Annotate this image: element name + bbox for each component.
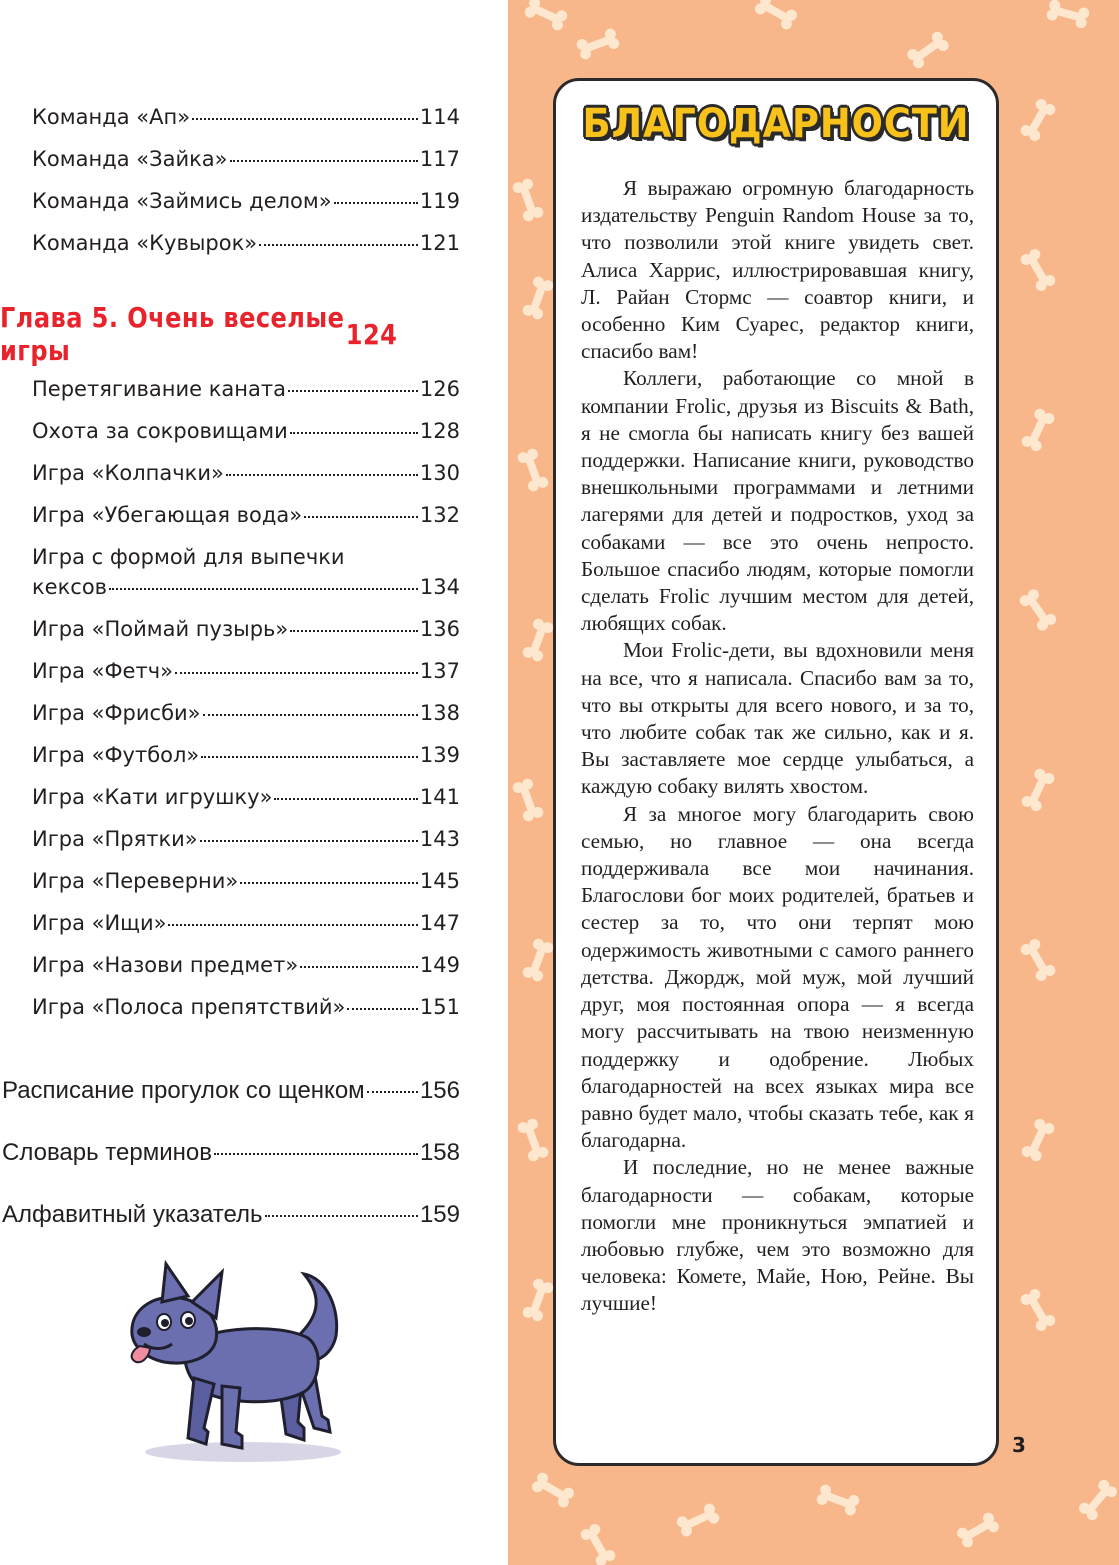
bone-icon (511, 777, 545, 823)
bone-icon (579, 1522, 618, 1565)
toc-entry-page: 159 (419, 1201, 460, 1228)
toc-entry-title: Игра «Назови предмет» (32, 953, 299, 977)
toc-entry-page: 136 (419, 617, 460, 641)
dot-leader (200, 840, 418, 842)
toc-entry-title: Перетягивание каната (32, 377, 286, 401)
paragraph: И последние, но не менее важные благодарности — собакам, которые помогли мне проникнуться эмпатией и любовью глубже, чем это возможно для человека: Комете, Майе, Ною, Рейне. Вы лучшие! (581, 1155, 974, 1316)
dot-leader (259, 244, 418, 246)
paragraph: Я за многое могу благодарить свою семью, но главное — она всегда поддерживала все мои начинания. Благослови бог моих родителей, братьев и сестер за то, что они терпят мою одержимость животными с самого раннего детства. Джордж, мой муж, мой лучший друг, моя постоянная опора — я всегда могу рассчитывать на твою неизменную поддержку и одобрение. Любых благодарностей на всех языках мира все равно будет мало, чтобы сказать тебе, как я благодарна. (581, 801, 974, 1153)
bone-icon (1020, 407, 1056, 453)
chapter-page: 124 (345, 317, 398, 351)
toc-entry-title: Игра «Кати игрушку» (32, 785, 273, 809)
toc-entry-page: 147 (419, 911, 460, 935)
toc-entry[interactable] (32, 952, 460, 978)
dot-leader (265, 1215, 418, 1217)
bone-icon (1077, 1478, 1119, 1523)
bone-icon (905, 30, 951, 71)
bone-icon (521, 1277, 555, 1323)
toc-entry[interactable] (32, 376, 460, 402)
chapter-title: Глава 5. Очень веселые игры (0, 301, 345, 367)
dot-leader (300, 966, 418, 968)
bone-icon (1020, 1117, 1056, 1163)
toc-entry-title: Игра «Колпачки» (32, 461, 224, 485)
bone-icon (521, 275, 555, 321)
bone-icon (521, 937, 555, 983)
bone-icon (955, 1511, 1001, 1550)
dog-front-leg (222, 1386, 242, 1448)
dog-front-leg (188, 1378, 214, 1444)
dog-ear (162, 1264, 188, 1302)
toc-entry-title: Игра «Ищи» (32, 911, 167, 935)
dot-leader (203, 714, 418, 716)
toc-entry[interactable] (32, 868, 460, 894)
dot-leader (214, 1153, 418, 1155)
toc-entry[interactable] (32, 418, 460, 444)
toc-entry-title: Команда «Займись делом» (32, 189, 332, 213)
toc-entry-page: 139 (419, 743, 460, 767)
toc-entry-title: Команда «Ап» (32, 105, 191, 129)
toc-entry-title: Расписание прогулок со щенком (2, 1077, 365, 1104)
bone-icon (1019, 247, 1058, 293)
toc-entry[interactable] (32, 742, 460, 768)
toc-entry-title: Игра «Убегающая вода» (32, 503, 303, 527)
toc-entry-page: 149 (419, 953, 460, 977)
toc-entry-page: 138 (419, 701, 460, 725)
paragraph: Коллеги, работающие со мной в компании Frolic, друзья из Biscuits & Bath, я не смогла бы написать книгу без вашей поддержки. Написание книги, руководство внешкольными программами и летними лагерями для детей и подростков, уход за собаками — все это очень непросто. Большое спасибо людям, которые помогли сделать Frolic лучшим местом для детей, любящих собак. (581, 366, 974, 636)
dot-leader (240, 882, 418, 884)
toc-entry-title: Словарь терминов (2, 1139, 212, 1166)
toc-entry-page: 143 (419, 827, 460, 851)
toc-end-entry[interactable] (2, 1076, 460, 1106)
bone-icon (1019, 937, 1058, 983)
toc-entry[interactable] (32, 700, 460, 726)
toc-entry-title-line1: Игра с формой для выпечки (32, 545, 345, 569)
toc-entry-page: 156 (419, 1077, 460, 1104)
toc-entry-title: Игра «Футбол» (32, 743, 200, 767)
toc-entry[interactable] (32, 146, 460, 172)
toc-entry[interactable] (32, 104, 460, 130)
toc-entry-page: 128 (419, 419, 460, 443)
toc-entry[interactable] (32, 230, 460, 256)
toc-entry-title: Алфавитный указатель (2, 1201, 263, 1228)
dot-leader (334, 202, 418, 204)
toc-entry-page: 130 (419, 461, 460, 485)
bone-icon (675, 1502, 721, 1538)
toc-entry-page: 137 (419, 659, 460, 683)
toc-entry-title: Охота за сокровищами (32, 419, 288, 443)
acknowledgements-card (553, 78, 999, 1466)
bone-icon (753, 0, 799, 31)
acknowledgements-title: БЛАГОДАРНОСТИ (582, 101, 970, 147)
toc-entry-page: 114 (419, 105, 460, 129)
toc-entry-page: 119 (419, 189, 460, 213)
dot-leader (290, 432, 418, 434)
paragraph: Мои Frolic-дети, вы вдохновили меня на все, что я написала. Спасибо вам за то, что вы открыты для всего нового, и за то, что любите собак так же сильно, как и я. Вы заставляете мое сердце улыбаться, а каждую собаку вилять хвостом. (581, 638, 974, 799)
toc-end-entry[interactable] (2, 1200, 460, 1230)
dog-tongue (132, 1346, 150, 1362)
dot-leader (230, 160, 418, 162)
paragraph: Я выражаю огромную благодарность издательству Penguin Random House за то, что позволили этой книге увидеть свет. Алиса Харрис, иллюстрировавшая книгу, Л. Райан Стормс — соавтор книги, и особенно Ким Суарес, редактор книги, спасибо вам! (581, 176, 974, 364)
bone-icon (1018, 587, 1059, 633)
toc-entry-title: Игра «Поймай пузырь» (32, 617, 289, 641)
toc-entry[interactable] (32, 826, 460, 852)
dog-nose (137, 1327, 151, 1337)
dog-pupil (161, 1319, 169, 1327)
toc-entry[interactable] (32, 910, 460, 936)
acknowledgements-body (581, 175, 974, 1318)
toc-entry[interactable] (32, 616, 460, 642)
toc-end-entry[interactable] (2, 1138, 460, 1168)
toc-entry-page: 151 (419, 995, 460, 1019)
toc-entry-page: 132 (419, 503, 460, 527)
toc-entry-page: 145 (419, 869, 460, 893)
toc-entry-title: Игра «Фрисби» (32, 701, 201, 725)
chapter-heading[interactable] (0, 301, 398, 367)
toc-entry-page: 158 (419, 1139, 460, 1166)
bone-icon (1020, 767, 1056, 813)
toc-entry-title: Игра «Фетч» (32, 659, 173, 683)
toc-entry[interactable] (32, 658, 460, 684)
dot-leader (201, 756, 418, 758)
toc-entry-title: Игра «Полоса препятствий» (32, 995, 346, 1019)
bone-icon (1019, 97, 1058, 143)
bone-icon (575, 27, 621, 61)
toc-entry[interactable] (32, 784, 460, 810)
toc-entry-page: 117 (419, 147, 460, 171)
dot-leader (290, 630, 418, 632)
toc-entry-page: 141 (419, 785, 460, 809)
page-number: 3 (1012, 1433, 1026, 1457)
toc-entry-page: 134 (419, 575, 460, 599)
dot-leader (226, 474, 418, 476)
toc-entry[interactable] (32, 460, 460, 486)
toc-entry-title-line2: кексов (32, 575, 108, 599)
toc-entry[interactable] (32, 544, 460, 600)
toc-entry-page: 126 (419, 377, 460, 401)
bone-icon (523, 0, 569, 32)
bone-icon (511, 177, 545, 223)
toc-entry-page: 121 (419, 231, 460, 255)
bone-icon (521, 617, 555, 663)
dot-leader (109, 588, 418, 590)
bone-icon (516, 447, 550, 493)
bone-icon (815, 1483, 861, 1517)
toc-entry-title: Команда «Зайка» (32, 147, 228, 171)
dot-leader (168, 924, 417, 926)
toc-entry-title: Игра «Переверни» (32, 869, 239, 893)
dog-illustration (118, 1258, 358, 1468)
dog-pupil (185, 1317, 193, 1325)
bone-icon (1019, 1287, 1058, 1333)
bone-icon (1045, 0, 1090, 29)
dot-leader (304, 516, 418, 518)
dot-leader (347, 1008, 418, 1010)
toc-entry[interactable] (32, 502, 460, 528)
toc-entry-title: Игра «Прятки» (32, 827, 198, 851)
dot-leader (288, 390, 418, 392)
bone-icon (516, 1117, 550, 1163)
toc-entry-title: Команда «Кувырок» (32, 231, 258, 255)
dot-leader (367, 1091, 418, 1093)
toc-entry[interactable] (32, 994, 460, 1020)
dot-leader (175, 672, 418, 674)
dot-leader (192, 118, 418, 120)
dot-leader (274, 798, 417, 800)
toc-entry[interactable] (32, 188, 460, 214)
bone-icon (530, 1471, 576, 1510)
